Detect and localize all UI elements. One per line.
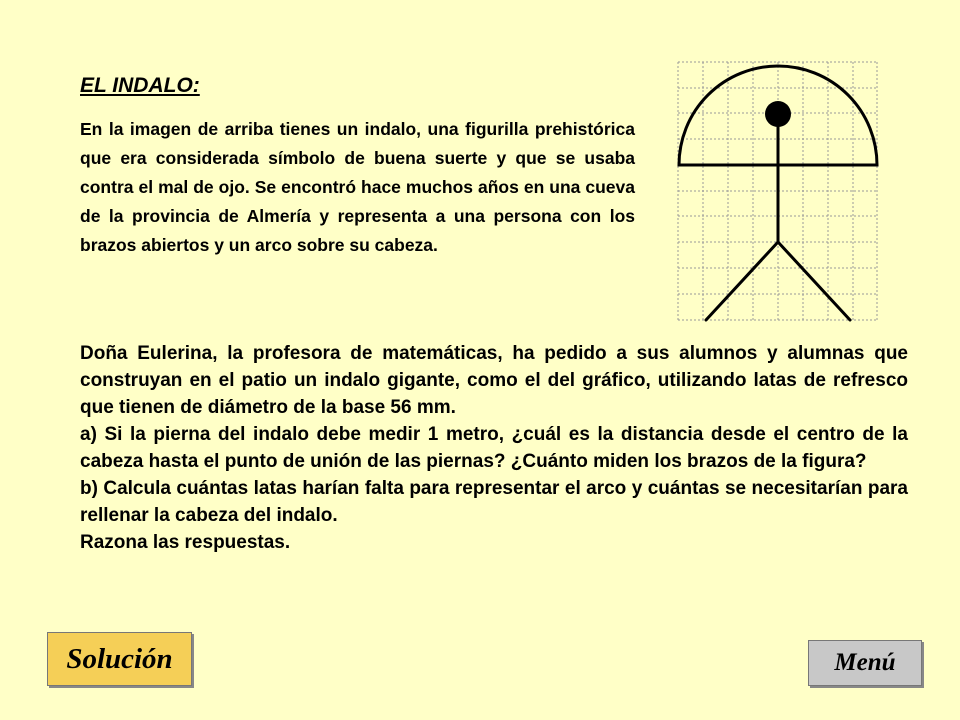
question-a: a) Si la pierna del indalo debe medir 1 metro, ¿cuál es la distancia desde el centro de la cabeza hasta el punto de unión de las piernas? ¿Cuánto miden los brazos de la figura? — [80, 424, 908, 472]
question-b: b) Calcula cuántas latas harían falta para representar el arco y cuántas se necesitarían para rellenar la cabeza del indalo. — [80, 478, 908, 526]
indalo-arm-right — [778, 242, 850, 320]
menu-button[interactable]: Menú — [808, 640, 922, 686]
indalo-figure — [676, 58, 880, 322]
closing-instruction: Razona las respuestas. — [80, 532, 291, 553]
page-title: EL INDALO: — [80, 74, 200, 97]
indalo-head — [765, 101, 791, 127]
solution-button[interactable]: Solución — [47, 632, 192, 686]
problem-text — [80, 340, 908, 556]
indalo-arm-left — [706, 242, 778, 320]
problem-statement: Doña Eulerina, la profesora de matemáticas, ha pedido a sus alumnos y alumnas que construyan en el patio un indalo gigante, como el del gráfico, utilizando latas de refresco que tienen de diámetro de la base 56 mm. — [80, 343, 908, 418]
intro-paragraph: En la imagen de arriba tienes un indalo, una figurilla prehistórica que era considerada símbolo de buena suerte y que se usaba contra el mal de ojo. Se encontró hace muchos años en una cueva de la provincia de Almería y representa a una persona con los brazos abiertos y un arco sobre su cabeza. — [80, 119, 635, 255]
